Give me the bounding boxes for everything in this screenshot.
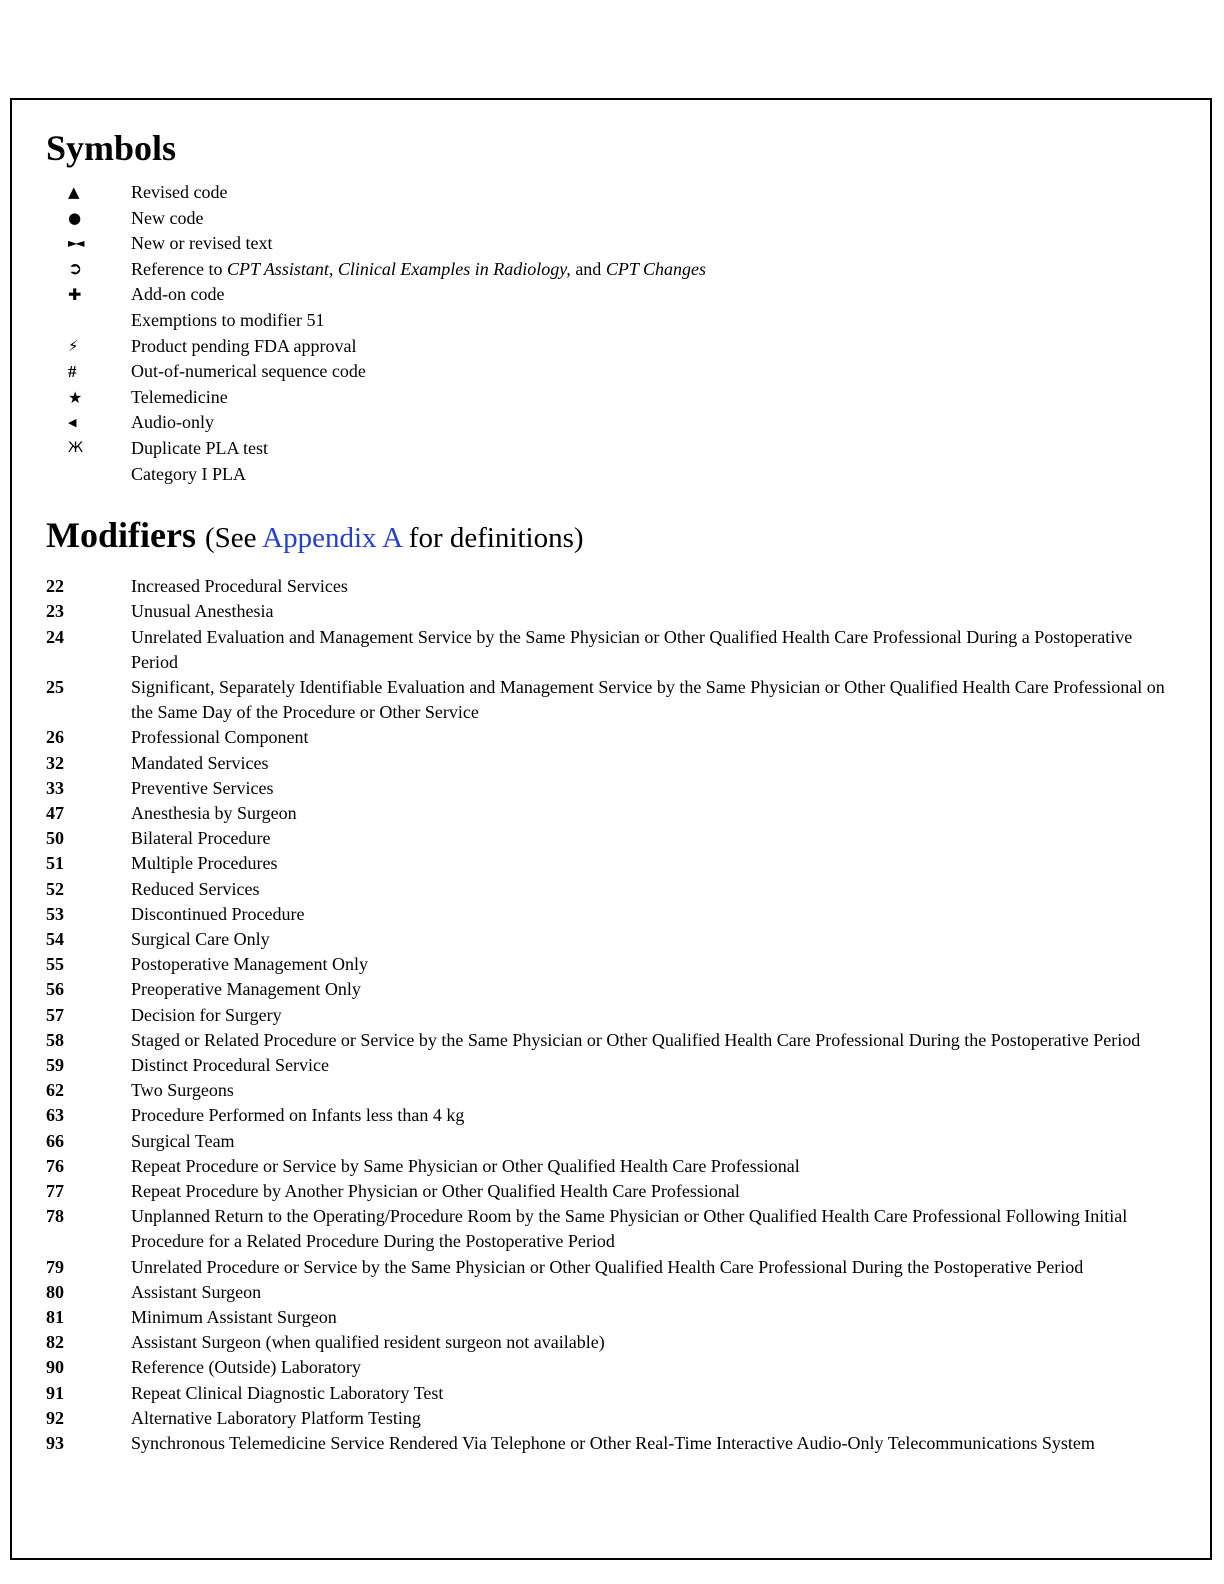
modifier-description: Unplanned Return to the Operating/Procedure Room by the Same Physician or Other Qualified Health Care Professional Following Initial Procedure for a Related Procedure During the Postoperative Period [131, 1206, 1128, 1252]
modifier-code: 92 [46, 1407, 64, 1428]
symbol-row [46, 206, 1210, 232]
symbol-label-segment: Reference to [131, 258, 227, 279]
telemedicine-icon: ★ [68, 387, 83, 407]
modifier-row [46, 1355, 1210, 1380]
modifier-description: Preventive Services [131, 777, 274, 798]
modifier-row [46, 1204, 1210, 1254]
symbol-label-segment: Out-of-numerical sequence code [131, 361, 366, 382]
modifier-row [46, 1179, 1210, 1204]
symbol-label [131, 231, 1210, 257]
modifier-description: Repeat Clinical Diagnostic Laboratory Test [131, 1382, 444, 1403]
modifier-code: 56 [46, 979, 64, 1000]
modifier-code: 77 [46, 1181, 64, 1201]
modifier-row [46, 574, 1210, 599]
new-or-revised-text-icon: ►◄ [68, 236, 83, 251]
reference-icon: ➲ [68, 258, 83, 279]
symbols-list [46, 180, 1210, 487]
new-code-icon: ● [68, 208, 82, 227]
modifier-row [46, 1103, 1210, 1128]
modifier-row [46, 776, 1210, 801]
modifier-code: 54 [46, 928, 64, 949]
symbol-label-segment: New code [131, 207, 204, 228]
symbol-row [46, 359, 1210, 385]
modifier-code: 59 [46, 1054, 64, 1075]
modifier-description: Multiple Procedures [131, 853, 278, 874]
modifier-row [46, 1330, 1210, 1355]
modifier-description: Postoperative Management Only [131, 954, 368, 975]
symbol-row [46, 436, 1210, 462]
modifier-row [46, 801, 1210, 826]
modifier-description: Professional Component [131, 727, 309, 748]
symbol-label [131, 436, 1210, 462]
modifier-row [46, 1406, 1210, 1431]
modifier-code: 50 [46, 828, 64, 849]
modifier-description: Significant, Separately Identifiable Evaluation and Management Service by the Same Physician or Other Qualified Health Care Professional on the Same Day of the Procedure or Other Service [131, 676, 1165, 723]
page-content-frame [10, 98, 1212, 1560]
symbol-row [46, 334, 1210, 360]
revised-code-icon: ▲ [68, 183, 80, 201]
modifier-code: 66 [46, 1130, 64, 1151]
modifier-row [46, 1053, 1210, 1078]
modifier-code: 25 [46, 676, 64, 697]
modifier-code: 82 [46, 1332, 64, 1353]
modifier-code: 23 [46, 601, 64, 622]
symbol-label-italic-segment: CPT Assistant, Clinical Examples in Radiology, [226, 258, 571, 279]
modifier-description: Reduced Services [131, 878, 260, 899]
modifier-description: Minimum Assistant Surgeon [131, 1307, 337, 1328]
modifier-description: Repeat Procedure by Another Physician or Other Qualified Health Care Professional [131, 1181, 740, 1201]
modifier-code: 22 [46, 576, 64, 597]
modifiers-heading [46, 513, 1210, 560]
modifier-description: Surgical Care Only [131, 928, 270, 949]
modifier-code: 63 [46, 1105, 64, 1126]
modifier-description: Staged or Related Procedure or Service by the Same Physician or Other Qualified Health Care Professional During the Postoperative Period [131, 1029, 1141, 1050]
modifier-code: 51 [46, 853, 64, 874]
symbol-label-segment: Product pending FDA approval [131, 335, 357, 356]
symbol-label-segment: Exemptions to modifier 51 [131, 309, 325, 330]
modifier-description: Unusual Anesthesia [131, 601, 274, 622]
modifier-code: 80 [46, 1281, 64, 1302]
modifier-code: 57 [46, 1004, 64, 1025]
modifier-row [46, 851, 1210, 876]
modifier-row [46, 877, 1210, 902]
modifier-row [46, 625, 1210, 675]
modifier-description: Synchronous Telemedicine Service Rendered Via Telephone or Other Real-Time Interactive Audio-Only Telecommunications System [131, 1433, 1095, 1454]
modifier-row [46, 826, 1210, 851]
audio-only-icon: ◀ [68, 416, 77, 430]
modifier-code: 32 [46, 752, 64, 773]
modifier-row [46, 1154, 1210, 1179]
symbol-label-segment: Telemedicine [131, 386, 228, 407]
category-1-pla-icon [46, 462, 131, 488]
add-on-code-icon: ✚ [68, 285, 82, 305]
symbol-label [131, 462, 1210, 488]
symbol-row [46, 308, 1210, 334]
symbol-label [131, 334, 1210, 360]
modifier-row [46, 1003, 1210, 1028]
modifier-code: 62 [46, 1080, 64, 1101]
symbol-label-segment: Revised code [131, 182, 228, 202]
modifier-description: Repeat Procedure or Service by Same Physician or Other Qualified Health Care Professional [131, 1155, 800, 1176]
modifier-row [46, 1129, 1210, 1154]
modifier-row [46, 1255, 1210, 1280]
modifier-code: 76 [46, 1155, 64, 1176]
symbol-row [46, 462, 1210, 488]
symbol-label [131, 359, 1210, 385]
modifier-description: Alternative Laboratory Platform Testing [131, 1407, 421, 1428]
modifier-description: Mandated Services [131, 752, 269, 773]
modifier-row [46, 977, 1210, 1002]
duplicate-pla-icon: Ж [68, 439, 84, 456]
resequenced-code-icon: # [68, 362, 77, 382]
symbol-label-segment: Duplicate PLA test [131, 437, 268, 458]
modifiers-heading-text: Modifiers [46, 515, 196, 556]
modifier-code: 26 [46, 727, 64, 748]
modifier-code: 52 [46, 878, 64, 899]
symbol-label-segment: Add-on code [131, 284, 225, 305]
modifier-code: 33 [46, 777, 64, 798]
modifier-row [46, 927, 1210, 952]
modifier-row [46, 1381, 1210, 1406]
modifier-row [46, 751, 1210, 776]
modifier-description: Two Surgeons [131, 1080, 234, 1101]
modifier-description: Anesthesia by Surgeon [131, 802, 297, 823]
modifier-row [46, 725, 1210, 750]
modifier-description: Reference (Outside) Laboratory [131, 1357, 361, 1378]
modifiers-see-prefix: (See [204, 522, 257, 555]
symbol-label-segment: and [570, 258, 606, 279]
modifier-description: Surgical Team [131, 1130, 235, 1151]
modifier-row [46, 1305, 1210, 1330]
modifier-code: 90 [46, 1357, 64, 1378]
symbol-label [131, 385, 1210, 411]
modifier-51-exempt-icon [46, 308, 131, 334]
modifier-description: Increased Procedural Services [131, 576, 348, 597]
modifier-description: Unrelated Evaluation and Management Service by the Same Physician or Other Qualified Health Care Professional During a Postoperative Period [131, 626, 1133, 672]
modifier-description: Decision for Surgery [131, 1004, 282, 1025]
symbol-label [131, 206, 1210, 232]
modifier-description: Assistant Surgeon (when qualified resident surgeon not available) [131, 1332, 605, 1353]
modifier-row [46, 1431, 1210, 1456]
modifier-description: Distinct Procedural Service [131, 1054, 329, 1075]
modifier-row [46, 952, 1210, 977]
symbol-row [46, 257, 1210, 283]
symbol-label-italic-segment: CPT Changes [605, 258, 706, 279]
modifier-description: Discontinued Procedure [131, 903, 305, 924]
modifiers-heading-subtext [205, 522, 584, 554]
appendix-a-link[interactable]: Appendix A [262, 522, 402, 555]
symbol-row [46, 282, 1210, 308]
modifier-code: 47 [46, 802, 64, 823]
modifier-code: 78 [46, 1206, 64, 1227]
modifier-code: 58 [46, 1029, 64, 1050]
symbol-label [131, 282, 1210, 308]
modifier-code: 55 [46, 954, 64, 975]
modifier-code: 79 [46, 1256, 64, 1277]
symbol-label-segment: Category I PLA [131, 463, 246, 484]
modifier-description: Bilateral Procedure [131, 828, 271, 849]
symbol-label [131, 257, 1210, 283]
symbol-row [46, 180, 1210, 206]
symbol-label-segment: New or revised text [131, 233, 273, 254]
modifier-description: Procedure Performed on Infants less than 4 kg [131, 1105, 465, 1126]
modifier-description: Assistant Surgeon [131, 1281, 262, 1302]
modifier-row [46, 1280, 1210, 1305]
fda-pending-icon: ⚡ [68, 336, 79, 355]
symbol-label [131, 180, 1210, 206]
modifier-row [46, 1028, 1210, 1053]
modifier-row [46, 1078, 1210, 1103]
modifier-code: 24 [46, 626, 64, 647]
symbol-label [131, 308, 1210, 334]
symbol-label [131, 410, 1210, 436]
symbols-heading: Symbols [46, 128, 177, 168]
modifier-row [46, 675, 1210, 725]
symbol-label-segment: Audio-only [131, 412, 214, 433]
modifier-row [46, 599, 1210, 624]
modifiers-see-suffix: for definitions) [408, 522, 584, 555]
modifier-row [46, 902, 1210, 927]
modifier-code: 93 [46, 1433, 64, 1454]
modifier-code: 81 [46, 1307, 64, 1328]
symbol-row [46, 385, 1210, 411]
modifier-code: 53 [46, 903, 64, 924]
modifier-description: Unrelated Procedure or Service by the Same Physician or Other Qualified Health Care Professional During the Postoperative Period [131, 1256, 1084, 1277]
modifier-description: Preoperative Management Only [131, 979, 361, 1000]
modifiers-list [46, 574, 1210, 1456]
symbol-row [46, 231, 1210, 257]
modifier-code: 91 [46, 1382, 64, 1403]
symbol-row [46, 410, 1210, 436]
